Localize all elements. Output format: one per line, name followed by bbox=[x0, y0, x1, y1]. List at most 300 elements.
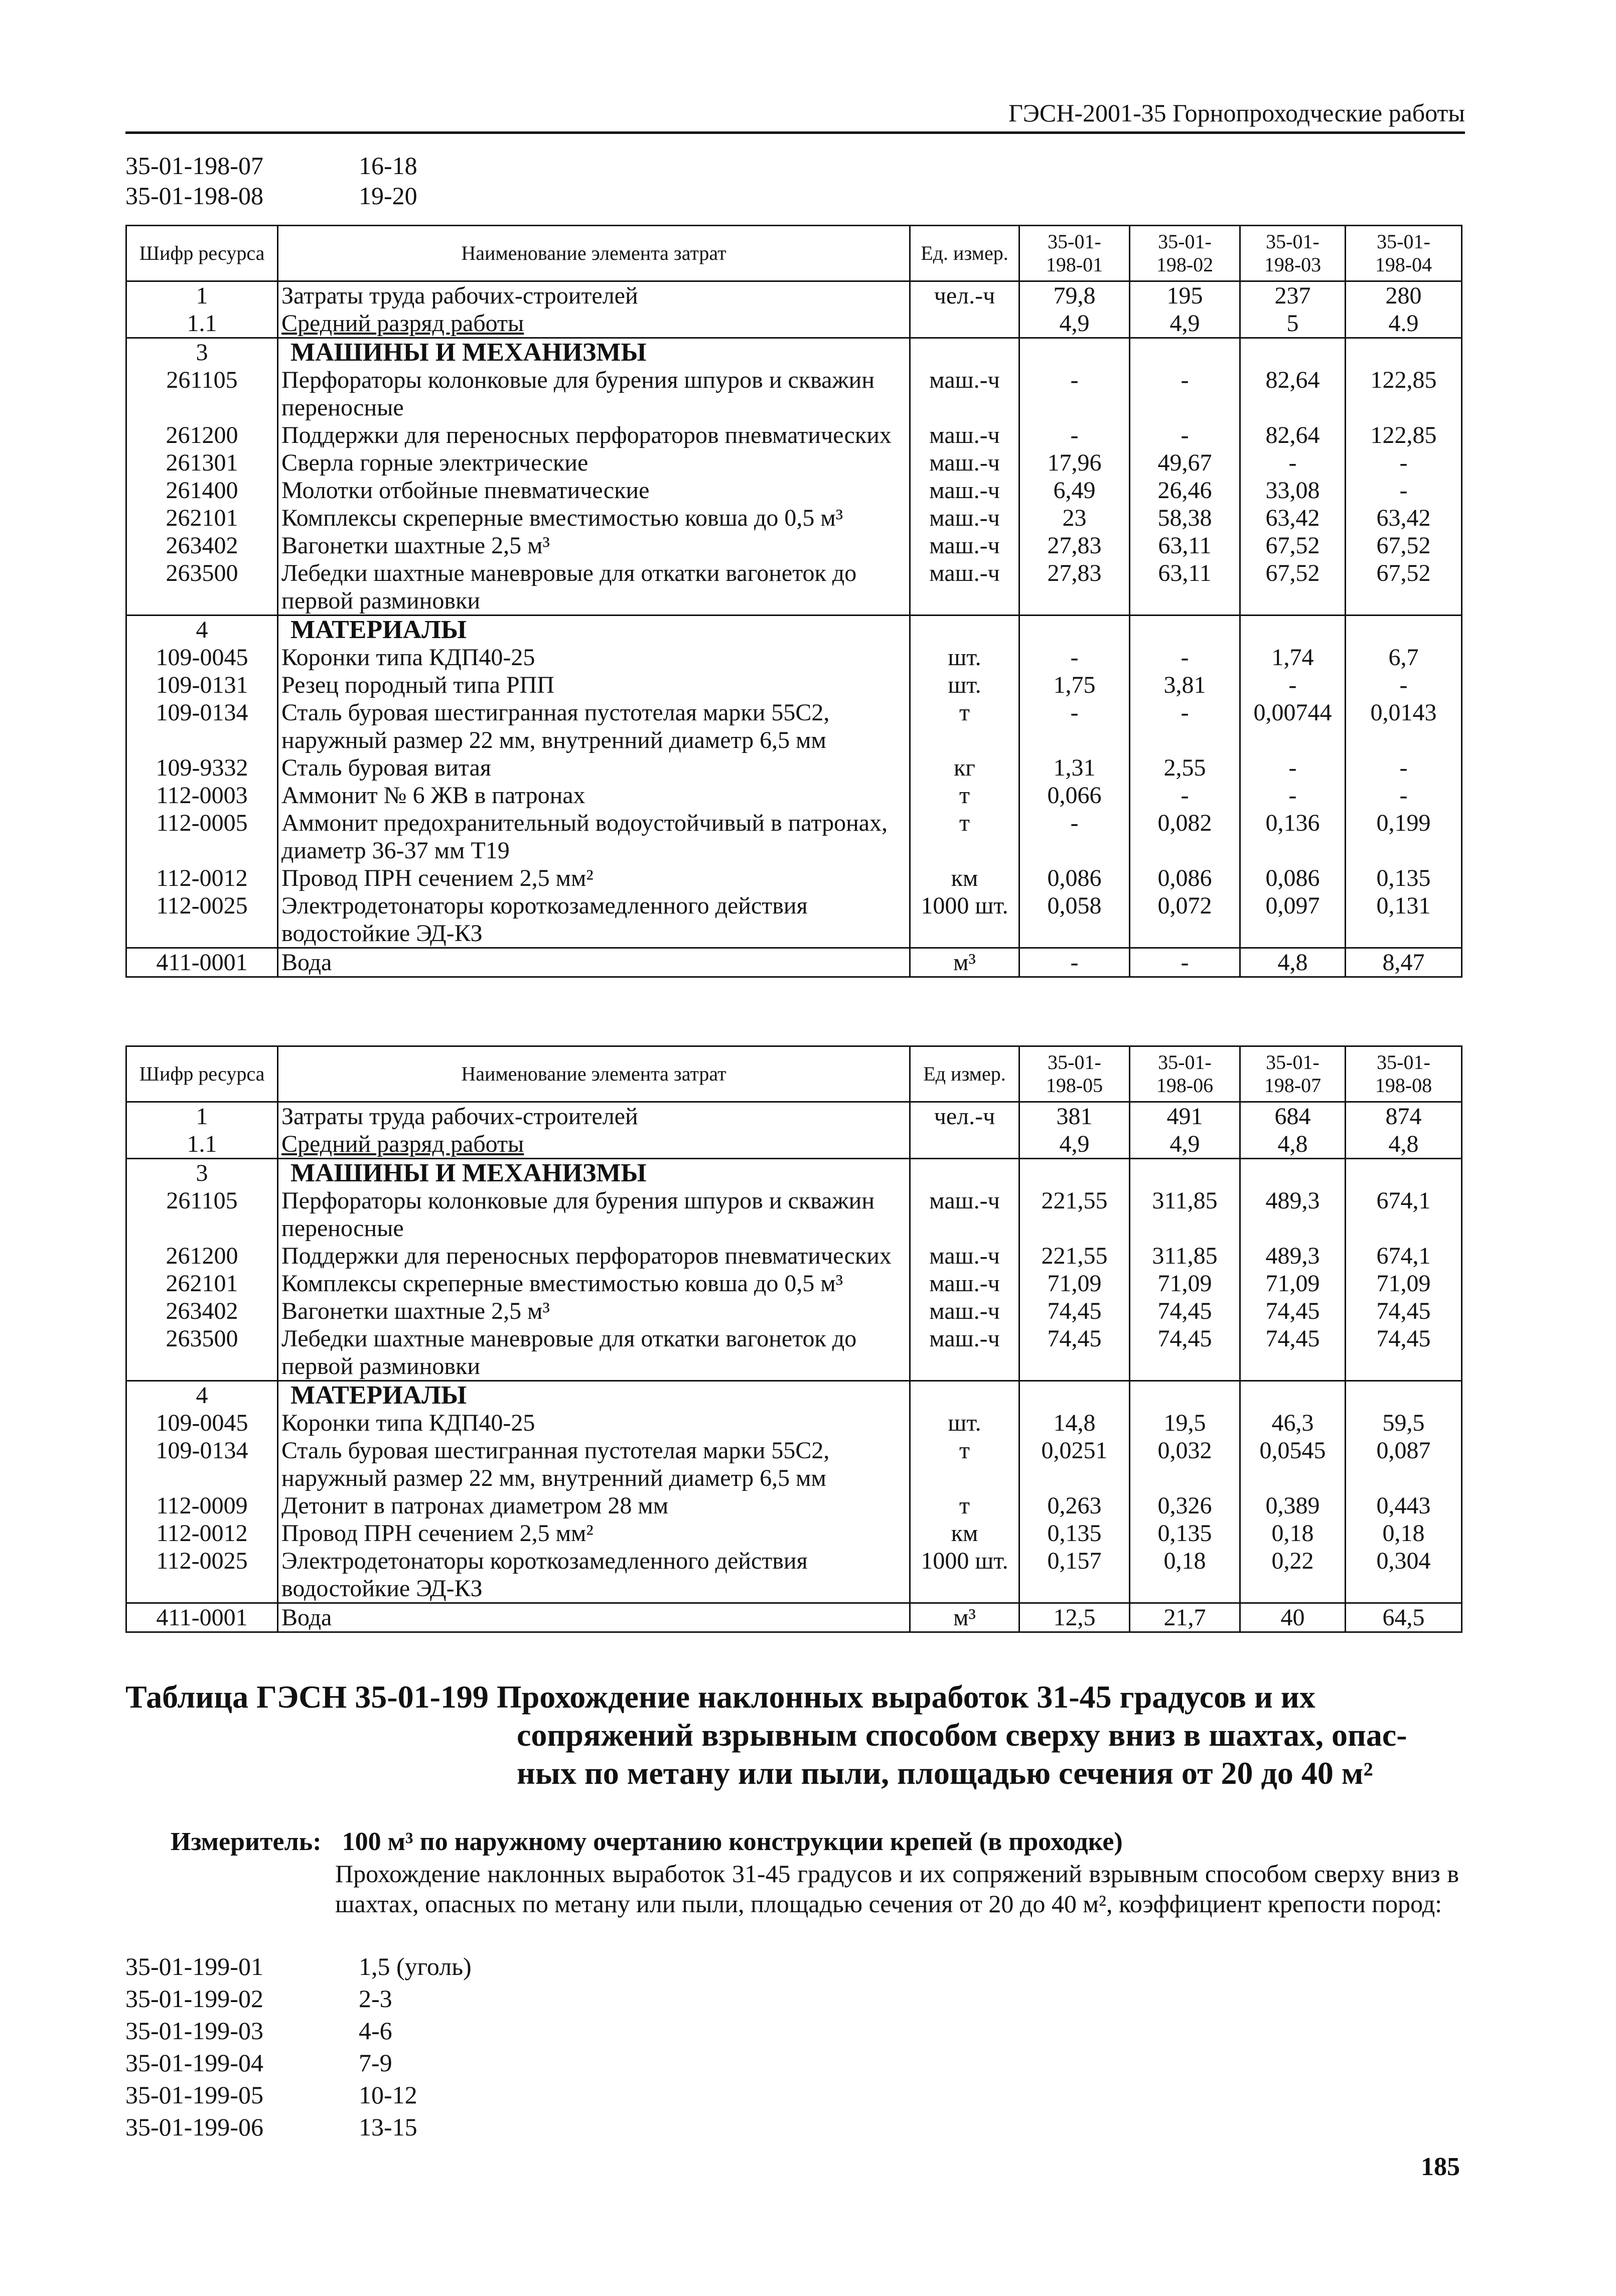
code-value: 16-18 bbox=[359, 151, 417, 180]
value-cell bbox=[1130, 338, 1240, 367]
unit-cell bbox=[910, 1159, 1019, 1187]
resource-code: 262101 bbox=[126, 504, 278, 532]
table-title-line-1: Таблица ГЭСН 35-01-199 Прохождение наклонных выработок 31-45 градусов и их bbox=[125, 1679, 1315, 1715]
value-cell bbox=[1346, 338, 1462, 367]
value-cell: 71,09 bbox=[1346, 1270, 1462, 1297]
value-cell: 74,45 bbox=[1019, 1325, 1130, 1381]
value-cell: 74,45 bbox=[1346, 1325, 1462, 1381]
value-cell: - bbox=[1019, 366, 1130, 421]
value-cell bbox=[1240, 338, 1346, 367]
cost-element-name: Вода bbox=[278, 948, 910, 977]
table-row bbox=[126, 281, 1462, 310]
value-cell: 311,85 bbox=[1130, 1242, 1240, 1270]
value-cell: 0,135 bbox=[1130, 1519, 1240, 1547]
value-cell: 74,45 bbox=[1130, 1325, 1240, 1381]
resource-code: 4 bbox=[126, 1381, 278, 1410]
value-cell: 3,81 bbox=[1130, 671, 1240, 699]
value-cell: - bbox=[1019, 809, 1130, 864]
value-cell: 381 bbox=[1019, 1102, 1130, 1131]
cost-element-name: МАШИНЫ И МЕХАНИЗМЫ bbox=[278, 338, 910, 367]
value-cell: - bbox=[1346, 477, 1462, 504]
value-cell: 489,3 bbox=[1240, 1242, 1346, 1270]
value-cell: 0,304 bbox=[1346, 1547, 1462, 1603]
unit-cell bbox=[910, 338, 1019, 367]
value-cell: - bbox=[1019, 699, 1130, 754]
cost-element-name: Сверла горные электрические bbox=[278, 449, 910, 477]
cost-element-name: Затраты труда рабочих-строителей bbox=[278, 1102, 910, 1131]
table-row bbox=[126, 559, 1462, 616]
value-cell: 33,08 bbox=[1240, 477, 1346, 504]
resource-code: 112-0003 bbox=[126, 782, 278, 809]
resource-table-1 bbox=[125, 225, 1462, 978]
value-cell: 0,18 bbox=[1130, 1547, 1240, 1603]
code-value: 2-3 bbox=[359, 1984, 392, 2013]
cost-element-name: Лебедки шахтные маневровые для откатки вагонеток до первой разминовки bbox=[278, 559, 910, 616]
measure-label: Измеритель: bbox=[171, 1827, 322, 1856]
resource-code: 261400 bbox=[126, 477, 278, 504]
value-cell: - bbox=[1019, 644, 1130, 671]
code-row bbox=[125, 2111, 472, 2143]
cost-element-name: Вагонетки шахтные 2,5 м³ bbox=[278, 1297, 910, 1325]
value-cell: - bbox=[1346, 782, 1462, 809]
cost-element-name: Электродетонаторы короткозамедленного действия водостойкие ЭД-КЗ bbox=[278, 1547, 910, 1603]
table-row bbox=[126, 1437, 1462, 1492]
code-row bbox=[125, 181, 417, 211]
value-cell: 49,67 bbox=[1130, 449, 1240, 477]
value-cell: 0,18 bbox=[1240, 1519, 1346, 1547]
value-cell: 67,52 bbox=[1240, 559, 1346, 616]
code: 35-01-199-01 bbox=[125, 1952, 263, 1980]
value-cell: 0,086 bbox=[1240, 864, 1346, 892]
table-header-row bbox=[126, 1046, 1462, 1102]
cost-element-name: Детонит в патронах диаметром 28 мм bbox=[278, 1492, 910, 1519]
table-row bbox=[126, 366, 1462, 421]
unit-cell: т bbox=[910, 1437, 1019, 1492]
value-cell: 74,45 bbox=[1346, 1297, 1462, 1325]
value-cell: 0,157 bbox=[1019, 1547, 1130, 1603]
unit-cell: маш.-ч bbox=[910, 366, 1019, 421]
header-col-1: 35-01- 198-05 bbox=[1019, 1046, 1130, 1102]
value-cell: 0,135 bbox=[1346, 864, 1462, 892]
value-cell: 221,55 bbox=[1019, 1242, 1130, 1270]
header-unit: Ед измер. bbox=[910, 1046, 1019, 1102]
value-cell: - bbox=[1130, 699, 1240, 754]
value-cell: 74,45 bbox=[1240, 1297, 1346, 1325]
unit-cell: м³ bbox=[910, 948, 1019, 977]
resource-code: 263500 bbox=[126, 1325, 278, 1381]
resource-code: 3 bbox=[126, 338, 278, 367]
value-cell: 67,52 bbox=[1346, 532, 1462, 559]
unit-cell: т bbox=[910, 1492, 1019, 1519]
table-row bbox=[126, 449, 1462, 477]
table-row bbox=[126, 1603, 1462, 1632]
value-cell: 27,83 bbox=[1019, 532, 1130, 559]
table-row bbox=[126, 1519, 1462, 1547]
unit-cell: 1000 шт. bbox=[910, 892, 1019, 948]
unit-cell: т bbox=[910, 809, 1019, 864]
value-cell: 0,131 bbox=[1346, 892, 1462, 948]
value-cell: 0,0143 bbox=[1346, 699, 1462, 754]
value-cell: - bbox=[1240, 449, 1346, 477]
unit-cell: маш.-ч bbox=[910, 449, 1019, 477]
value-cell: 1,75 bbox=[1019, 671, 1130, 699]
value-cell: 4,9 bbox=[1130, 1130, 1240, 1159]
code-row bbox=[125, 2015, 472, 2047]
value-cell: - bbox=[1240, 782, 1346, 809]
value-cell bbox=[1019, 338, 1130, 367]
value-cell: 0,443 bbox=[1346, 1492, 1462, 1519]
cost-element-name: Перфораторы колонковые для бурения шпуров и скважин переносные bbox=[278, 1187, 910, 1242]
value-cell: 0,086 bbox=[1130, 864, 1240, 892]
value-cell bbox=[1346, 616, 1462, 644]
value-cell bbox=[1346, 1381, 1462, 1410]
value-cell: 122,85 bbox=[1346, 421, 1462, 449]
value-cell: - bbox=[1130, 782, 1240, 809]
resource-code: 109-0134 bbox=[126, 1437, 278, 1492]
header-col-2: 35-01- 198-02 bbox=[1130, 226, 1240, 281]
measure-value: 100 м³ по наружному очертанию конструкции крепей (в проходке) bbox=[342, 1827, 1123, 1856]
header-code: Шифр ресурса bbox=[126, 226, 278, 281]
unit-cell: т bbox=[910, 782, 1019, 809]
code: 35-01-199-02 bbox=[125, 1984, 263, 2013]
header-col-4: 35-01- 198-08 bbox=[1346, 1046, 1462, 1102]
resource-code: 109-0134 bbox=[126, 699, 278, 754]
unit-cell: маш.-ч bbox=[910, 559, 1019, 616]
value-cell: - bbox=[1346, 754, 1462, 782]
value-cell: 79,8 bbox=[1019, 281, 1130, 310]
resource-code: 263402 bbox=[126, 532, 278, 559]
table-title bbox=[125, 1678, 1465, 1792]
value-cell: 46,3 bbox=[1240, 1409, 1346, 1437]
resource-code: 411-0001 bbox=[126, 948, 278, 977]
resource-code: 3 bbox=[126, 1159, 278, 1187]
value-cell: 40 bbox=[1240, 1603, 1346, 1632]
cost-element-name: Сталь буровая шестигранная пустотелая марки 55С2, наружный размер 22 мм, внутренний диаметр 6,5 мм bbox=[278, 1437, 910, 1492]
value-cell: 0,136 bbox=[1240, 809, 1346, 864]
resource-code: 411-0001 bbox=[126, 1603, 278, 1632]
unit-cell bbox=[910, 310, 1019, 338]
table-row bbox=[126, 1325, 1462, 1381]
value-cell: 12,5 bbox=[1019, 1603, 1130, 1632]
unit-cell: маш.-ч bbox=[910, 532, 1019, 559]
cost-element-name: Комплексы скреперные вместимостью ковша до 0,5 м³ bbox=[278, 504, 910, 532]
code-row bbox=[125, 150, 417, 181]
value-cell: - bbox=[1019, 421, 1130, 449]
unit-cell: т bbox=[910, 699, 1019, 754]
value-cell: 0,066 bbox=[1019, 782, 1130, 809]
table-row bbox=[126, 671, 1462, 699]
code-row bbox=[125, 2079, 472, 2111]
cost-element-name: Электродетонаторы короткозамедленного действия водостойкие ЭД-КЗ bbox=[278, 892, 910, 948]
table-row bbox=[126, 948, 1462, 977]
table-title-line-2: сопряжений взрывным способом сверху вниз в шахтах, опас- bbox=[517, 1717, 1407, 1753]
table-row bbox=[126, 1242, 1462, 1270]
unit-cell bbox=[910, 1130, 1019, 1159]
code: 35-01-199-05 bbox=[125, 2081, 263, 2109]
unit-cell: 1000 шт. bbox=[910, 1547, 1019, 1603]
value-cell: 0,263 bbox=[1019, 1492, 1130, 1519]
section-row bbox=[126, 616, 1462, 644]
code-row bbox=[125, 1982, 472, 2015]
value-cell: 0,0251 bbox=[1019, 1437, 1130, 1492]
value-cell: 311,85 bbox=[1130, 1187, 1240, 1242]
unit-cell: м³ bbox=[910, 1603, 1019, 1632]
value-cell: 0,0545 bbox=[1240, 1437, 1346, 1492]
resource-code: 4 bbox=[126, 616, 278, 644]
unit-cell: шт. bbox=[910, 644, 1019, 671]
value-cell: - bbox=[1346, 671, 1462, 699]
value-cell: 63,11 bbox=[1130, 532, 1240, 559]
resource-code: 261105 bbox=[126, 366, 278, 421]
value-cell: 21,7 bbox=[1130, 1603, 1240, 1632]
value-cell: 17,96 bbox=[1019, 449, 1130, 477]
value-cell: 4,8 bbox=[1240, 948, 1346, 977]
table-row bbox=[126, 421, 1462, 449]
table-row bbox=[126, 477, 1462, 504]
resource-code: 261200 bbox=[126, 421, 278, 449]
value-cell bbox=[1019, 616, 1130, 644]
value-cell: - bbox=[1130, 366, 1240, 421]
value-cell: 74,45 bbox=[1019, 1297, 1130, 1325]
code-value: 13-15 bbox=[359, 2113, 417, 2141]
resource-code: 109-0045 bbox=[126, 1409, 278, 1437]
resource-code: 112-0012 bbox=[126, 1519, 278, 1547]
section-row bbox=[126, 1381, 1462, 1410]
unit-cell: чел.-ч bbox=[910, 281, 1019, 310]
header-col-1: 35-01- 198-01 bbox=[1019, 226, 1130, 281]
value-cell: 0,058 bbox=[1019, 892, 1130, 948]
value-cell bbox=[1346, 1159, 1462, 1187]
value-cell: 237 bbox=[1240, 281, 1346, 310]
cost-element-name: Средний разряд работы bbox=[278, 1130, 910, 1159]
value-cell bbox=[1019, 1381, 1130, 1410]
cost-element-name: Коронки типа КДП40-25 bbox=[278, 644, 910, 671]
code: 35-01-199-03 bbox=[125, 2017, 263, 2045]
table-row bbox=[126, 1130, 1462, 1159]
value-cell: 0,072 bbox=[1130, 892, 1240, 948]
resource-code: 1 bbox=[126, 1102, 278, 1131]
value-cell: 684 bbox=[1240, 1102, 1346, 1131]
resource-code: 112-0012 bbox=[126, 864, 278, 892]
value-cell: 4.9 bbox=[1346, 310, 1462, 338]
code-value: 10-12 bbox=[359, 2081, 417, 2109]
value-cell: 67,52 bbox=[1346, 559, 1462, 616]
value-cell: 67,52 bbox=[1240, 532, 1346, 559]
value-cell: 59,5 bbox=[1346, 1409, 1462, 1437]
code-value: 1,5 (уголь) bbox=[359, 1952, 472, 1980]
unit-cell: маш.-ч bbox=[910, 1187, 1019, 1242]
value-cell: 4,8 bbox=[1346, 1130, 1462, 1159]
code-value: 4-6 bbox=[359, 2017, 392, 2045]
cost-element-name: Аммонит № 6 ЖВ в патронах bbox=[278, 782, 910, 809]
table-row bbox=[126, 532, 1462, 559]
value-cell: 195 bbox=[1130, 281, 1240, 310]
resource-code: 109-0131 bbox=[126, 671, 278, 699]
value-cell: 221,55 bbox=[1019, 1187, 1130, 1242]
value-cell: 2,55 bbox=[1130, 754, 1240, 782]
cost-element-name: МАТЕРИАЛЫ bbox=[278, 616, 910, 644]
header-code: Шифр ресурса bbox=[126, 1046, 278, 1102]
value-cell: 82,64 bbox=[1240, 366, 1346, 421]
code-row bbox=[125, 1950, 472, 1982]
unit-cell: чел.-ч bbox=[910, 1102, 1019, 1131]
header-unit: Ед. измер. bbox=[910, 226, 1019, 281]
resource-code: 112-0025 bbox=[126, 1547, 278, 1603]
unit-cell bbox=[910, 1381, 1019, 1410]
unit-cell: маш.-ч bbox=[910, 1297, 1019, 1325]
running-head: ГЭСН-2001-35 Горнопроходческие работы bbox=[125, 95, 1465, 134]
value-cell: 4,9 bbox=[1130, 310, 1240, 338]
resource-code: 1.1 bbox=[126, 310, 278, 338]
value-cell: 0,00744 bbox=[1240, 699, 1346, 754]
value-cell: 674,1 bbox=[1346, 1242, 1462, 1270]
cost-element-name: Вагонетки шахтные 2,5 м³ bbox=[278, 532, 910, 559]
header-col-3: 35-01- 198-03 bbox=[1240, 226, 1346, 281]
value-cell: 71,09 bbox=[1240, 1270, 1346, 1297]
resource-code: 1.1 bbox=[126, 1130, 278, 1159]
value-cell: 26,46 bbox=[1130, 477, 1240, 504]
value-cell: 0,097 bbox=[1240, 892, 1346, 948]
value-cell: 8,47 bbox=[1346, 948, 1462, 977]
value-cell: 280 bbox=[1346, 281, 1462, 310]
section-row bbox=[126, 1159, 1462, 1187]
page-number: 185 bbox=[1421, 2153, 1460, 2181]
code: 35-01-199-06 bbox=[125, 2113, 263, 2141]
value-cell: - bbox=[1130, 421, 1240, 449]
value-cell: 874 bbox=[1346, 1102, 1462, 1131]
header-name: Наименование элемента затрат bbox=[278, 226, 910, 281]
table-row bbox=[126, 892, 1462, 948]
resource-code: 261200 bbox=[126, 1242, 278, 1270]
code: 35-01-198-08 bbox=[125, 182, 263, 210]
unit-cell: маш.-ч bbox=[910, 504, 1019, 532]
value-cell: 489,3 bbox=[1240, 1187, 1346, 1242]
resource-code: 112-0025 bbox=[126, 892, 278, 948]
table-row bbox=[126, 809, 1462, 864]
cost-element-name: Затраты труда рабочих-строителей bbox=[278, 281, 910, 310]
cost-element-name: Резец породный типа РПП bbox=[278, 671, 910, 699]
table-row bbox=[126, 864, 1462, 892]
resource-code: 261301 bbox=[126, 449, 278, 477]
value-cell: - bbox=[1130, 644, 1240, 671]
cost-element-name: Вода bbox=[278, 1603, 910, 1632]
value-cell: 0,22 bbox=[1240, 1547, 1346, 1603]
table-row bbox=[126, 1270, 1462, 1297]
value-cell: 63,42 bbox=[1240, 504, 1346, 532]
value-cell: 23 bbox=[1019, 504, 1130, 532]
value-cell: 74,45 bbox=[1130, 1297, 1240, 1325]
top-code-list bbox=[125, 150, 417, 211]
value-cell: 4,9 bbox=[1019, 1130, 1130, 1159]
unit-cell: маш.-ч bbox=[910, 1325, 1019, 1381]
value-cell: 64,5 bbox=[1346, 1603, 1462, 1632]
value-cell: 0,032 bbox=[1130, 1437, 1240, 1492]
value-cell bbox=[1019, 1159, 1130, 1187]
code: 35-01-199-04 bbox=[125, 2049, 263, 2077]
table-row bbox=[126, 310, 1462, 338]
section-row bbox=[126, 338, 1462, 367]
value-cell: 0,389 bbox=[1240, 1492, 1346, 1519]
table-row bbox=[126, 1187, 1462, 1242]
table-title-line-3: ных по метану или пыли, площадью сечения от 20 до 40 м² bbox=[517, 1755, 1373, 1791]
table-header-row bbox=[126, 226, 1462, 281]
value-cell: 4,8 bbox=[1240, 1130, 1346, 1159]
code-value: 7-9 bbox=[359, 2049, 392, 2077]
cost-element-name: Лебедки шахтные маневровые для откатки вагонеток до первой разминовки bbox=[278, 1325, 910, 1381]
cost-element-name: Молотки отбойные пневматические bbox=[278, 477, 910, 504]
value-cell: 27,83 bbox=[1019, 559, 1130, 616]
unit-cell: км bbox=[910, 864, 1019, 892]
value-cell: 0,18 bbox=[1346, 1519, 1462, 1547]
unit-cell: маш.-ч bbox=[910, 1242, 1019, 1270]
header-col-4: 35-01- 198-04 bbox=[1346, 226, 1462, 281]
value-cell: 4,9 bbox=[1019, 310, 1130, 338]
value-cell bbox=[1240, 1381, 1346, 1410]
value-cell: 5 bbox=[1240, 310, 1346, 338]
unit-cell: маш.-ч bbox=[910, 421, 1019, 449]
resource-code: 109-0045 bbox=[126, 644, 278, 671]
table-row bbox=[126, 644, 1462, 671]
unit-cell: маш.-ч bbox=[910, 477, 1019, 504]
value-cell: 14,8 bbox=[1019, 1409, 1130, 1437]
value-cell: 674,1 bbox=[1346, 1187, 1462, 1242]
cost-element-name: Средний разряд работы bbox=[278, 310, 910, 338]
value-cell bbox=[1240, 616, 1346, 644]
value-cell: 0,087 bbox=[1346, 1437, 1462, 1492]
header-col-2: 35-01- 198-06 bbox=[1130, 1046, 1240, 1102]
value-cell: 0,199 bbox=[1346, 809, 1462, 864]
value-cell: 71,09 bbox=[1130, 1270, 1240, 1297]
header-name: Наименование элемента затрат bbox=[278, 1046, 910, 1102]
table-row bbox=[126, 1547, 1462, 1603]
table-row bbox=[126, 754, 1462, 782]
value-cell: - bbox=[1130, 948, 1240, 977]
value-cell: 58,38 bbox=[1130, 504, 1240, 532]
cost-element-name: Аммонит предохранительный водоустойчивый в патронах, диаметр 36-37 мм Т19 bbox=[278, 809, 910, 864]
resource-code: 112-0009 bbox=[126, 1492, 278, 1519]
resource-code: 261105 bbox=[126, 1187, 278, 1242]
header-col-3: 35-01- 198-07 bbox=[1240, 1046, 1346, 1102]
unit-cell: км bbox=[910, 1519, 1019, 1547]
table-row bbox=[126, 504, 1462, 532]
value-cell: - bbox=[1240, 671, 1346, 699]
unit-cell: кг bbox=[910, 754, 1019, 782]
value-cell bbox=[1130, 1381, 1240, 1410]
table-row bbox=[126, 782, 1462, 809]
cost-element-name: Сталь буровая шестигранная пустотелая марки 55С2, наружный размер 22 мм, внутренний диаметр 6,5 мм bbox=[278, 699, 910, 754]
cost-element-name: Поддержки для переносных перфораторов пневматических bbox=[278, 421, 910, 449]
code-row bbox=[125, 2047, 472, 2079]
value-cell: 63,42 bbox=[1346, 504, 1462, 532]
code-value: 19-20 bbox=[359, 182, 417, 210]
value-cell: 0,086 bbox=[1019, 864, 1130, 892]
value-cell: 6,7 bbox=[1346, 644, 1462, 671]
resource-code: 1 bbox=[126, 281, 278, 310]
value-cell bbox=[1240, 1159, 1346, 1187]
table-row bbox=[126, 1102, 1462, 1131]
unit-cell: маш.-ч bbox=[910, 1270, 1019, 1297]
cost-element-name: Сталь буровая витая bbox=[278, 754, 910, 782]
value-cell bbox=[1130, 1159, 1240, 1187]
cost-element-name: МАШИНЫ И МЕХАНИЗМЫ bbox=[278, 1159, 910, 1187]
value-cell: 63,11 bbox=[1130, 559, 1240, 616]
table-row bbox=[126, 1297, 1462, 1325]
code: 35-01-198-07 bbox=[125, 151, 263, 180]
value-cell: 0,326 bbox=[1130, 1492, 1240, 1519]
cost-element-name: Коронки типа КДП40-25 bbox=[278, 1409, 910, 1437]
cost-element-name: МАТЕРИАЛЫ bbox=[278, 1381, 910, 1410]
value-cell: 71,09 bbox=[1019, 1270, 1130, 1297]
